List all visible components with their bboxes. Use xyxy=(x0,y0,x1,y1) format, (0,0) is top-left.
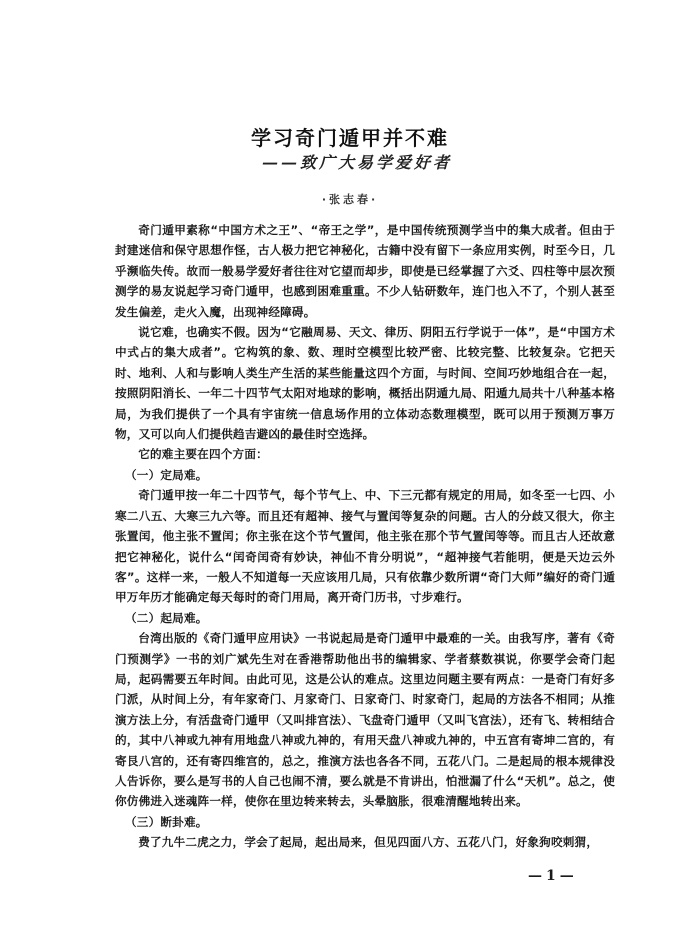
article-title: 学习奇门遁甲并不难 xyxy=(251,126,449,150)
author-name: ·张志春· xyxy=(321,193,379,206)
section-heading: （一）定局难。 xyxy=(125,467,208,482)
article-body xyxy=(115,220,615,853)
paragraph: 奇门遁甲按一年二十四节气，每个节气上、中、下三元都有规定的用局，如冬至一七四、小寒二八五、大寒三九六等。而且还有超神、接气与置闰等复杂的问题。古人的分歧又很大，你主张置闰，他主张不置闰；你主张在这个节气置闰，他主张在那个节气置闰等等。而且古人还故意把它神秘化，说什么“闰奇闰奇有妙诀，神仙不肯分明说”，“超神接气若能明，便是天边云外客”。这样一来，一般人不知道每一天应该用几局，只有依靠少数所谓“奇门大师”编好的奇门遁甲万年历才能确定每天每时的奇门用局，离开奇门历书，寸步难行。 xyxy=(115,488,615,605)
paragraph: 台湾出版的《奇门遁甲应用诀》一书说起局是奇门遁甲中最难的一关。由我写序，著有《奇门预测学》一书的刘广斌先生对在香港帮助他出书的编辑家、学者蔡数祺说，你要学会奇门起局，起码需要五年时间。由此可见，这是公认的难点。这里边问题主要有两点：一是奇门有好多门派，从时间上分，有年家奇门、月家奇门、日家奇门、时家奇门，起局的方法各不相同；从推演方法上分，有活盘奇门遁甲（又叫排宫法）、飞盘奇门遁甲（又叫飞宫法），还有飞、转相结合的，其中八神或九神有用地盘八神或九神的，有用天盘八神或九神的，中五宫有寄坤二宫的，有寄艮八宫的，还有寄四维宫的，总之，推演方法也各各不同，五花八门。二是起局的根本规律没人告诉你，要么是写书的人自己也闹不清，要么就是不肯讲出，怕泄漏了什么“天机”。总之，使你仿佛进入迷魂阵一样，使你在里边转来转去，头晕脑胀，很难清醒地转出来。 xyxy=(115,631,615,809)
section-heading: （二）起局难。 xyxy=(125,610,208,625)
page-number: —1— xyxy=(528,868,578,884)
section-heading: （三）断卦难。 xyxy=(125,814,208,829)
article-subtitle: ——致广大易学爱好者 xyxy=(262,153,453,172)
paragraph: 费了九牛二虎之力，学会了起局，起出局来，但见四面八方、五花八门，好象狗咬刺猬， xyxy=(138,835,599,850)
paragraph: 奇门遁甲素称“中国方术之王”、“帝王之学”，是中国传统预测学当中的集大成者。但由于封建迷信和保守思想作怪，古人极力把它神秘化，古籍中没有留下一条应用实例，时至今日，几乎濒临失传。故而一般易学爱好者往往对它望而却步，即使是已经掌握了六爻、四柱等中层次预测学的易友说起学习奇门遁甲，也感到困难重重。不少人钻研数年，连门也入不了，个别人甚至发生偏差，走火入魔，出现神经障碍。 xyxy=(115,223,615,319)
paragraph: 它的难主要在四个方面： xyxy=(138,447,268,462)
paragraph: 说它难，也确实不假。因为“它融周易、天文、律历、阴阳五行学说于一体”，是“中国方术中式占的集大成者”。它构筑的象、数、理时空模型比较严密、比较完整、比较复杂。它把天时、地利、人和与影响人类生产生活的某些能量这四个方面，与时间、空间巧妙地组合在一起，按照阴阳消长、一年二十四节气太阳对地球的影响，概括出阴遁九局、阳遁九局共十八种基本格局，为我们提供了一个具有宇宙统一信息场作用的立体动态数理模型，既可以用于预测万事万物，又可以向人们提供趋吉避凶的最佳时空选择。 xyxy=(115,325,615,442)
